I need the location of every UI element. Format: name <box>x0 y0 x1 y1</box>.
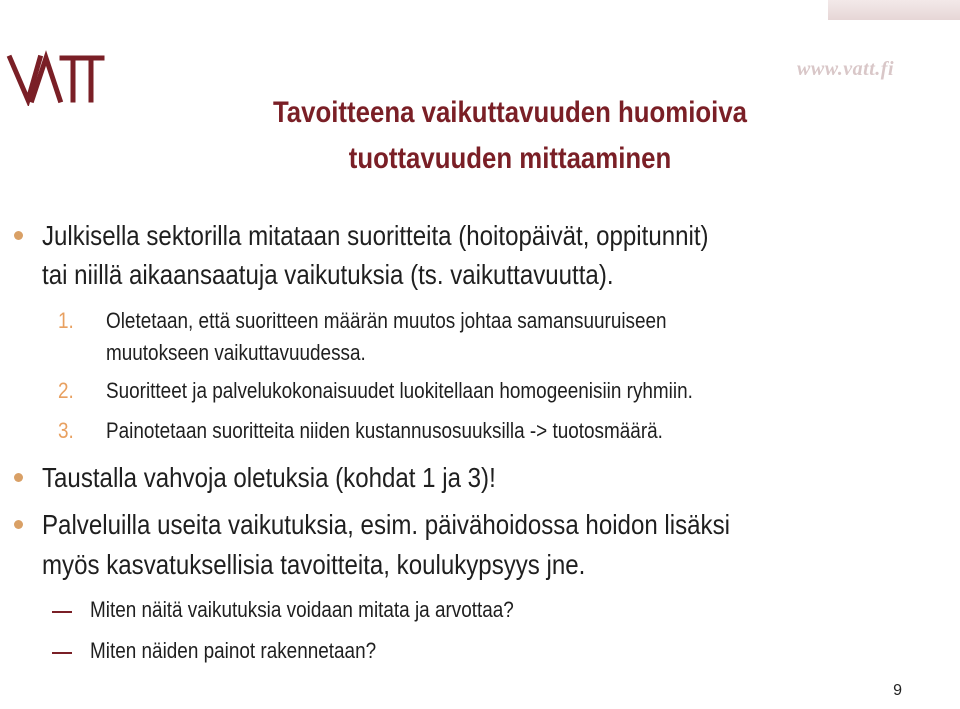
bullet-1-line-2: tai niillä aikaansaatuja vaikutuksia (ts. vaikuttavuutta). <box>42 259 614 290</box>
bullet-marker <box>14 520 23 529</box>
sub-item-2-line-1: Suoritteet ja palvelukokonaisuudet luokitellaan homogeenisiin ryhmiin. <box>106 378 693 403</box>
logo-text: VATT <box>56 104 59 105</box>
bullet-1-line-1: Julkisella sektorilla mitataan suoritteita (hoitopäivät, oppitunnit) <box>42 220 709 251</box>
sub-item-number: 2. <box>58 378 74 403</box>
site-url: www.vatt.fi <box>797 58 894 80</box>
sub-item-1-line-2: muutokseen vaikuttavuudessa. <box>106 340 366 365</box>
bullet-3-line-2: myös kasvatuksellisia tavoitteita, koulukypsyys jne. <box>42 549 586 580</box>
dash-marker <box>52 652 72 654</box>
bullet-marker <box>14 231 23 240</box>
dash-marker <box>52 611 72 613</box>
dash-item-2: Miten näiden painot rakennetaan? <box>90 638 377 663</box>
title-line-1: Tavoitteena vaikuttavuuden huomioiva <box>272 96 748 129</box>
bullet-3-line-1: Palveluilla useita vaikutuksia, esim. päivähoidossa hoidon lisäksi <box>42 509 730 540</box>
bullet-2-line-1: Taustalla vahvoja oletuksia (kohdat 1 ja 3)! <box>42 462 496 493</box>
sub-item-3-line-1: Painotetaan suoritteita niiden kustannusosuuksilla -> tuotosmäärä. <box>106 418 663 443</box>
page-number: 9 <box>893 682 902 699</box>
bullet-marker <box>14 473 23 482</box>
dash-item-1: Miten näitä vaikutuksia voidaan mitata ja arvottaa? <box>90 597 514 622</box>
sub-item-1-line-1: Oletetaan, että suoritteen määrän muutos johtaa samansuuruiseen <box>106 308 667 333</box>
sub-item-number: 1. <box>58 308 74 333</box>
title-line-2: tuottavuuden mittaaminen <box>348 142 672 175</box>
sub-item-number: 3. <box>58 418 74 443</box>
